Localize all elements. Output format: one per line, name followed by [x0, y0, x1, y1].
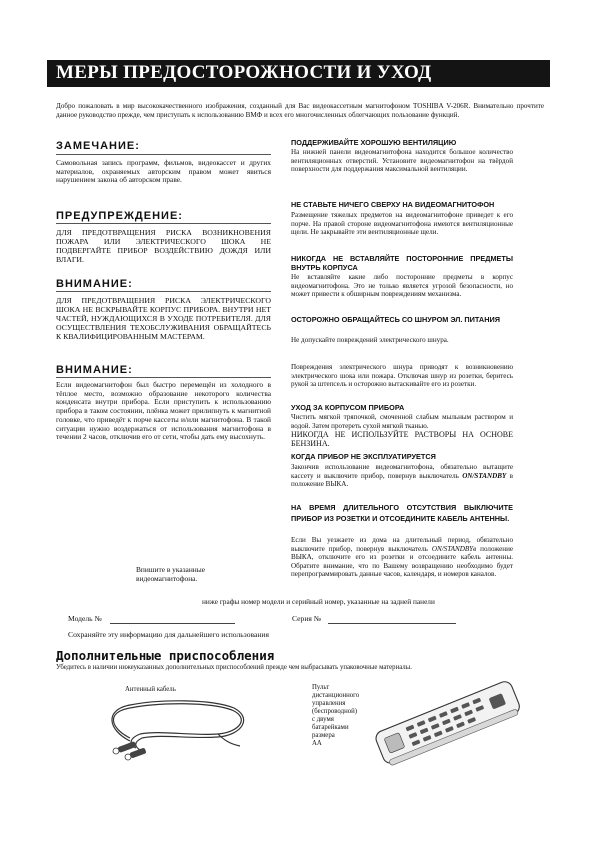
cabinet-care-caps: НИКОГДА НЕ ИСПОЛЬЗУЙТЕ РАСТВОРЫ НА ОСНОВЕ БЕНЗИНА. — [291, 430, 513, 448]
serial-label: Серия № — [292, 614, 322, 623]
power-cord-text: Не допускайте повреждений электрического шнура. — [291, 336, 449, 344]
foreign-objects-text: Не вставляйте какие либо посторонние предметы в корпус видеомагнитофона. Это не только является угрозой безопасности, но может привести к обширным повреждениям механизма. — [291, 273, 513, 298]
remote-label-line: Пульт — [312, 684, 330, 691]
note-text: Самовольная запись программ, фильмов, видеокассет и других материалов, охраняемых авторским правом может явиться нарушением закона об авторском праве. — [56, 158, 271, 185]
attention-heading-2: ВНИМАНИЕ: — [56, 364, 133, 376]
long-absence-text — [291, 536, 513, 579]
remote-label-line: AA — [312, 740, 322, 747]
not-in-use-text-a: Закончив использование видеомагнитофона, обязательно вытащите кассету и выключите прибор, повернув выключатель — [291, 463, 513, 480]
remote-label-line: (беспроводной) — [312, 708, 358, 715]
warning-heading: ПРЕДУПРЕЖДЕНИЕ: — [56, 210, 183, 222]
cabinet-care-heading: УХОД ЗА КОРПУСОМ ПРИБОРА — [291, 403, 405, 412]
serial-caption: ниже графы номер модели и серийный номер, указанные на задней панели — [202, 597, 435, 606]
antenna-cable-label: Антенный кабель — [125, 686, 176, 693]
serial-number-field[interactable] — [328, 623, 456, 624]
long-absence-text-b: положение ВЫКА, отключите его из розетки и отсоедините кабель антенны. Обратите внимание, что по Вашему возвращению необходимо будет перепрограммировать данные часов, календаря, и номеров каналов. — [291, 544, 514, 578]
remote-label-line: батарейками — [312, 724, 349, 731]
remote-label-line: размера — [312, 732, 335, 739]
note-divider — [56, 154, 271, 155]
on-standby-switch-label-2: ON/STANDBYв — [431, 544, 477, 553]
not-in-use-text-b: в положение ВЫКА. — [291, 471, 513, 488]
attention-text-2: Если видеомагнитофон был быстро перемещён из холодного в тёплое место, возможно образование некоторого количества конденсата внутри прибора. Если приступить к использованию прибора в таком состоянии, плёнка может прилипнуть к магнитной головке, что приведёт к порче кассеты и/или магнитофона. В такой ситуации нужно воздержаться от использования магнитофона в течении 2 часов, отключив его от сети, чтобы дать ему высохнуть. — [56, 380, 271, 442]
not-in-use-heading: КОГДА ПРИБОР НЕ ЭКСПЛУАТИРУЕТСЯ — [291, 452, 436, 461]
attention-text-1: ДЛЯ ПРЕДОТВРАЩЕНИЯ РИСКА ЭЛЕКТРИЧЕСКОГО ШОКА НЕ ВСКРЫВАЙТЕ КОРПУС ПРИБОРА. ВНУТРИ НЕТ ЧАСТЕЙ, НУЖДАЮЩИХСЯ В УХОДЕ ПОТРЕБИТЕЛЯ. ДЛЯ ОСУЩЕСТВЛЕНИЯ ТЕХОБСЛУЖИВАНИЯ ОБРАЩАЙТЕСЬ К КВАЛИФИЦИРОВАННЫМ МАСТЕРАМ. — [56, 296, 271, 341]
foreign-objects-heading: НИКОГДА НЕ ВСТАВЛЯЙТЕ ПОСТОРОННИЕ ПРЕДМЕТЫ ВНУТРЬ КОРПУСА — [291, 254, 513, 272]
accessories-title: Дополнительные приспособления — [56, 648, 275, 663]
remote-label-line: дистанционного — [312, 692, 360, 699]
long-absence-text-a: Если Вы уезжаете из дома на длительный период, обязательно выключите прибор, повернув выключатель — [291, 536, 513, 553]
antenna-cable-image — [100, 694, 250, 766]
intro-paragraph: Добро пожаловать в мир высококачественного изображения, созданный для Вас видеокассетным магнитофоном TOSHIBA V-206R. Внимательно прочтите данное руководство прежде, чем приступать к использованию ВМФ и всех его многочисленных облегчающих пользование функций. — [56, 102, 544, 119]
no-objects-on-top-text: Размещение тяжелых предметов на видеомагнитофоне приведет к его порче. На правой стороне видеомагнитофона имеются вентиляционные щели. Не закрывайте эти вентиляционные щели. — [291, 211, 513, 236]
enter-instruction: Впишите в указанные видеомагнитофона. — [136, 565, 205, 583]
accessories-intro: Убедитесь в наличии нижеуказанных дополнительных приспособлений прежде чем выбрасывать упаковочные материалы. — [56, 664, 412, 671]
warning-text: ДЛЯ ПРЕДОТВРАЩЕНИЯ РИСКА ВОЗНИКНОВЕНИЯ ПОЖАРА ИЛИ ЭЛЕКТРИЧЕСКОГО ШОКА НЕ ПОДВЕРГАЙТЕ ПРИБОР ВОЗДЕЙСТВИЮ ДОЖДЯ ИЛИ ВЛАГИ. — [56, 228, 271, 264]
remote-label-line: с двумя — [312, 716, 334, 723]
keep-info-text: Сохраняйте эту информацию для дальнейшего использования — [68, 630, 269, 639]
remote-label-line: управления — [312, 700, 346, 707]
attention-divider-1 — [56, 291, 271, 292]
power-cord-heading: ОСТОРОЖНО ОБРАЩАЙТЕСЬ СО ШНУРОМ ЭЛ. ПИТАНИЯ — [291, 315, 500, 324]
ventilation-heading: ПОДДЕРЖИВАЙТЕ ХОРОШУЮ ВЕНТИЛЯЦИЮ — [291, 138, 457, 147]
no-objects-on-top-heading: НЕ СТАВЬТЕ НИЧЕГО СВЕРХУ НА ВИДЕОМАГНИТОФОН — [291, 200, 495, 209]
ventilation-text: На нижней панели видеомагнитофона находится большое количество вентиляционных отверстий. Установите видеомагнитофон на твёрдой поверхности для поддержания максимальной вентиляции. — [291, 148, 513, 173]
cabinet-care-text: Чистить мягкой тряпочкой, смоченной слабым мыльным раствором и водой. Затем протереть сухой мягкой тканью. — [291, 413, 513, 430]
page-title: МЕРЫ ПРЕДОСТОРОЖНОСТИ И УХОД — [56, 62, 432, 83]
remote-control-image — [366, 676, 526, 766]
model-label: Модель № — [68, 614, 102, 623]
warning-divider — [56, 223, 271, 224]
not-in-use-text — [291, 463, 513, 489]
attention-divider-2 — [56, 377, 271, 378]
model-number-field[interactable] — [110, 623, 235, 624]
power-cord-text-2: Повреждения электрического шнура приводят к возникновению электрического шока или пожара. Отключая шнур из розетки, беритесь рукой за штепсель и осторожно вытаскивайте его из розетки. — [291, 363, 513, 388]
note-heading: ЗАМЕЧАНИЕ: — [56, 140, 140, 152]
attention-heading-1: ВНИМАНИЕ: — [56, 278, 133, 290]
long-absence-heading: НА ВРЕМЯ ДЛИТЕЛЬНОГО ОТСУТСТВИЯ ВЫКЛЮЧИТЕ ПРИБОР ИЗ РОЗЕТКИ И ОТСОЕДИНИТЕ КАБЕЛЬ АНТЕННЫ. — [291, 503, 513, 523]
on-standby-switch-label: ON/STANDBY — [462, 471, 507, 480]
